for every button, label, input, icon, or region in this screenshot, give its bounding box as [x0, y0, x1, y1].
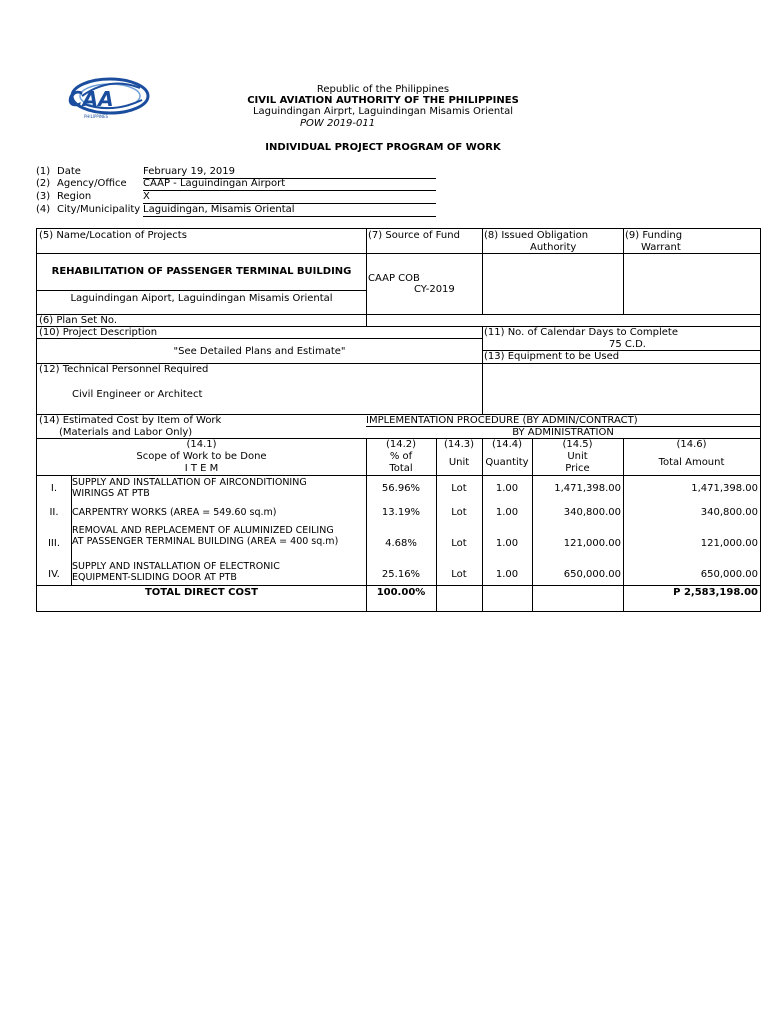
item-desc-line2: AT PASSENGER TERMINAL BUILDING (AREA = 400 sq.m) [72, 536, 339, 547]
implementation-procedure: IMPLEMENTATION PROCEDURE (BY ADMIN/CONTRACT) [366, 415, 638, 426]
col-14-1: (14.1) [186, 439, 217, 450]
logo-text: CAA [68, 87, 114, 111]
header-name-location: (5) Name/Location of Projects [39, 230, 187, 241]
item-desc-line2: EQUIPMENT-SLIDING DOOR AT PTB [72, 572, 237, 583]
col-quantity: Quantity [485, 457, 529, 468]
fund-source: CAAP COB [368, 273, 420, 284]
agency-address: Laguindingan Airprt, Laguindingan Misamis Oriental [252, 106, 514, 117]
estimated-cost-label: (14) Estimated Cost by Item of Work [39, 415, 222, 426]
item-quantity: 1.00 [495, 569, 519, 580]
col-14-6: (14.6) [676, 439, 707, 450]
info-num: (4) [36, 204, 51, 215]
info-label: Date [57, 166, 81, 177]
item-total: 650,000.00 [700, 569, 758, 580]
item-unit: Lot [451, 569, 467, 580]
info-label: City/Municipality [57, 204, 141, 215]
caap-logo [62, 74, 152, 122]
col-unit-price-2: Price [565, 463, 590, 474]
item-number: IV. [48, 569, 60, 580]
equipment-label: (13) Equipment to be Used [484, 351, 620, 362]
info-num: (1) [36, 166, 51, 177]
plan-set-label: (6) Plan Set No. [39, 315, 117, 326]
item-desc-line1: SUPPLY AND INSTALLATION OF ELECTRONIC [72, 561, 280, 572]
table-row [37, 524, 760, 556]
info-value-city: Laguidingan, Misamis Oriental [143, 204, 436, 217]
technical-personnel-label: (12) Technical Personnel Required [39, 364, 209, 375]
col-percent: % of [389, 451, 413, 462]
info-num: (3) [36, 191, 51, 202]
info-value-date: February 19, 2019 [143, 166, 436, 179]
agency-name: CIVIL AVIATION AUTHORITY OF THE PHILIPPINES [247, 95, 519, 106]
header-obligation-authority: Authority [530, 242, 577, 253]
item-unit: Lot [451, 507, 467, 518]
item-percent: 25.16% [381, 569, 421, 580]
col-item: I T E M [184, 463, 219, 474]
item-percent: 13.19% [381, 507, 421, 518]
col-14-5: (14.5) [562, 439, 593, 450]
technical-personnel: Civil Engineer or Architect [72, 389, 203, 400]
info-block [36, 166, 436, 218]
project-description: "See Detailed Plans and Estimate" [173, 346, 346, 357]
republic-text: Republic of the Philippines [316, 84, 450, 95]
logo-subtext: PHILIPPINES [84, 114, 109, 119]
header-source-of-fund: (7) Source of Fund [368, 230, 460, 241]
col-14-3: (14.3) [443, 439, 475, 450]
item-number: I. [50, 483, 58, 494]
total-direct-cost-label: TOTAL DIRECT COST [144, 587, 259, 598]
header-obligation: (8) Issued Obligation [484, 230, 589, 241]
info-value-agency: CAAP - Laguindingan Airport [143, 178, 436, 191]
header-funding-warrant: Warrant [641, 242, 681, 253]
item-percent: 56.96% [381, 483, 421, 494]
header-funding: (9) Funding [625, 230, 683, 241]
info-label: Agency/Office [57, 178, 127, 189]
program-of-work-form [36, 228, 761, 612]
pow-number: POW 2019-011 [300, 118, 376, 129]
item-total: 121,000.00 [700, 538, 758, 549]
item-desc-line1: SUPPLY AND INSTALLATION OF AIRCONDITIONING [72, 477, 307, 488]
project-location: Laguindingan Aiport, Laguindingan Misamis Oriental [70, 293, 333, 304]
col-scope-of-work: Scope of Work to be Done [136, 451, 267, 462]
project-description-label: (10) Project Description [39, 327, 158, 338]
item-desc-line2: WIRINGS AT PTB [72, 488, 150, 499]
item-desc-line1: CARPENTRY WORKS (AREA = 549.60 sq.m) [72, 507, 277, 518]
item-quantity: 1.00 [495, 483, 519, 494]
item-number: II. [49, 507, 59, 518]
project-name: REHABILITATION OF PASSENGER TERMINAL BUILDING [51, 266, 352, 277]
table-row [37, 476, 760, 503]
calendar-days: 75 C.D. [609, 339, 646, 350]
col-total: Total [389, 463, 413, 474]
materials-labor-label: (Materials and Labor Only) [59, 427, 193, 438]
item-total: 340,800.00 [700, 507, 758, 518]
item-unit: Lot [451, 483, 467, 494]
item-unit: Lot [451, 538, 467, 549]
by-administration: BY ADMINISTRATION [512, 427, 614, 438]
item-quantity: 1.00 [495, 507, 519, 518]
fund-year: CY-2019 [414, 284, 455, 295]
document-title: INDIVIDUAL PROJECT PROGRAM OF WORK [265, 142, 501, 153]
info-num: (2) [36, 178, 51, 189]
item-desc-line1: REMOVAL AND REPLACEMENT OF ALUMINIZED CEILING [72, 525, 334, 536]
item-total: 1,471,398.00 [691, 483, 758, 494]
total-percent: 100.00% [376, 587, 426, 598]
col-14-2: (14.2) [385, 439, 417, 450]
col-unit-price-1: Unit [567, 451, 588, 462]
item-unit-price: 1,471,398.00 [554, 483, 621, 494]
info-value-region: X [143, 191, 436, 204]
item-unit-price: 650,000.00 [563, 569, 621, 580]
col-14-4: (14.4) [491, 439, 523, 450]
item-percent: 4.68% [385, 538, 417, 549]
col-total-amount: Total Amount [658, 457, 725, 468]
table-row [37, 559, 760, 585]
info-label: Region [57, 191, 92, 202]
item-quantity: 1.00 [495, 538, 519, 549]
calendar-days-label: (11) No. of Calendar Days to Complete [484, 327, 678, 338]
item-unit-price: 121,000.00 [563, 538, 621, 549]
item-number: III. [47, 538, 61, 549]
total-direct-cost-amount: P 2,583,198.00 [673, 587, 758, 598]
item-unit-price: 340,800.00 [563, 507, 621, 518]
col-unit: Unit [448, 457, 470, 468]
